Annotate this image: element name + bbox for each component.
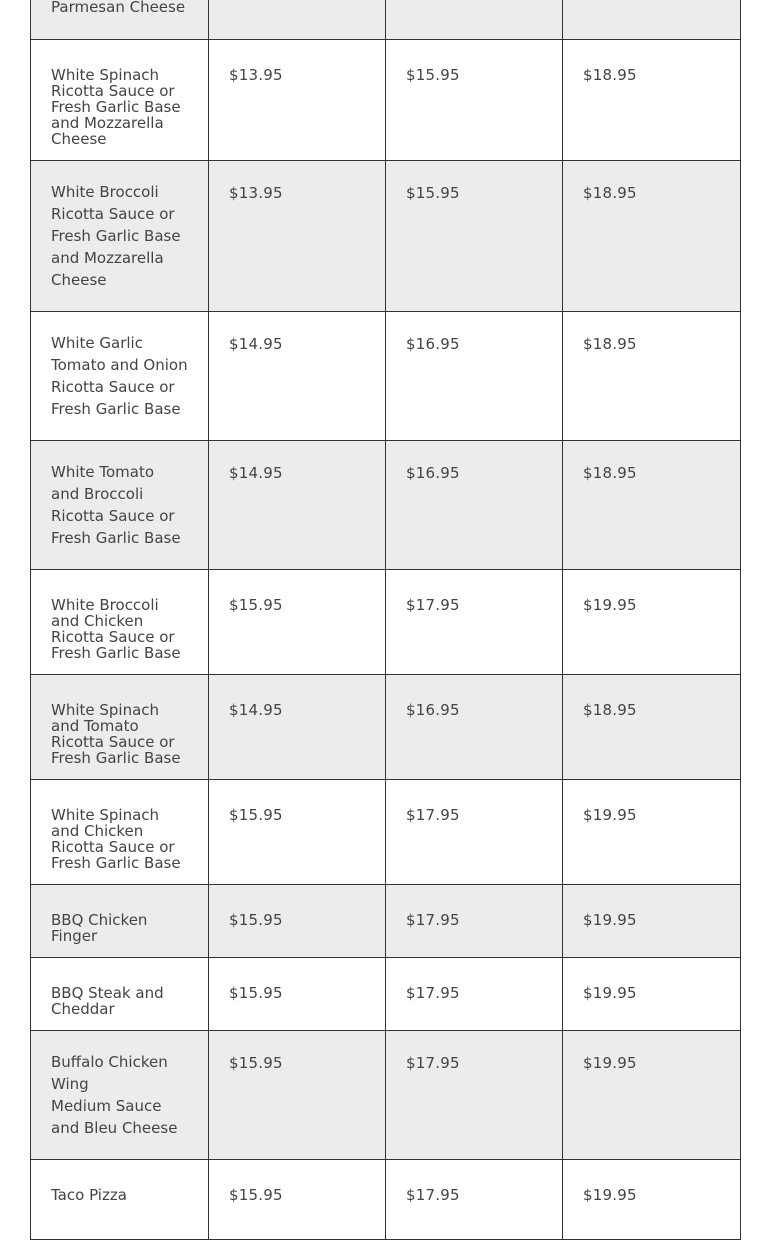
item-name-line: Ricotta Sauce or — [51, 378, 175, 396]
item-name-line: White Broccoli — [51, 183, 159, 201]
table-row — [31, 161, 741, 312]
price-medium: $17.95 — [386, 958, 563, 1031]
item-name-line: Ricotta Sauce or — [51, 838, 175, 856]
item-name-line: Ricotta Sauce or — [51, 507, 175, 525]
item-name-line: White Spinach — [51, 701, 160, 719]
item-name-line: White Tomato — [51, 463, 155, 481]
item-name-cell — [31, 675, 209, 780]
item-name-line: and Bleu Cheese — [51, 1119, 178, 1137]
price-large — [563, 0, 741, 40]
item-name-line: Cheese — [51, 130, 107, 148]
item-name-line: Tomato and Onion — [51, 356, 188, 374]
table-row — [31, 1031, 741, 1160]
table-row — [31, 885, 741, 958]
item-name-line: Fresh Garlic Base — [51, 227, 181, 245]
item-name-line: White Broccoli — [51, 596, 159, 614]
price-medium: $16.95 — [386, 675, 563, 780]
item-name-line: BBQ Chicken — [51, 911, 148, 929]
item-name-line: White Garlic — [51, 334, 143, 352]
table-row — [31, 40, 741, 161]
item-name-cell — [31, 885, 209, 958]
item-name-line: Ricotta Sauce or — [51, 733, 175, 751]
price-medium: $17.95 — [386, 1160, 563, 1240]
item-name-line: Fresh Garlic Base — [51, 400, 181, 418]
table-row — [31, 958, 741, 1031]
price-small: $15.95 — [209, 780, 386, 885]
price-small: $15.95 — [209, 570, 386, 675]
item-name-line: and Mozzarella — [51, 114, 164, 132]
table-row — [31, 675, 741, 780]
item-name-line: Fresh Garlic Base — [51, 854, 181, 872]
item-name-cell — [31, 40, 209, 161]
price-medium: $17.95 — [386, 570, 563, 675]
item-name-line: Wing — [51, 1075, 89, 1093]
table-row — [31, 0, 741, 40]
price-large: $19.95 — [563, 1031, 741, 1160]
price-small: $15.95 — [209, 958, 386, 1031]
item-name-line: Ricotta Sauce or — [51, 82, 175, 100]
price-small: $13.95 — [209, 40, 386, 161]
item-name-cell — [31, 441, 209, 570]
price-large: $18.95 — [563, 675, 741, 780]
item-name-cell — [31, 958, 209, 1031]
item-name-line: Taco Pizza — [51, 1186, 127, 1204]
price-medium: $16.95 — [386, 312, 563, 441]
item-name-cell — [31, 312, 209, 441]
item-name-line: Medium Sauce — [51, 1097, 162, 1115]
item-name-cell — [31, 780, 209, 885]
item-name-line: and Tomato — [51, 717, 139, 735]
item-name-cell — [31, 161, 209, 312]
price-small: $14.95 — [209, 675, 386, 780]
item-name-line: Ricotta Sauce or — [51, 205, 175, 223]
item-name-line: Fresh Garlic Base — [51, 529, 181, 547]
price-small: $15.95 — [209, 1160, 386, 1240]
item-name-cell — [31, 1031, 209, 1160]
price-large: $19.95 — [563, 1160, 741, 1240]
price-large: $18.95 — [563, 312, 741, 441]
price-medium: $17.95 — [386, 1031, 563, 1160]
item-name-line: Parmesan Cheese — [51, 0, 186, 16]
item-name-line: White Spinach — [51, 66, 160, 84]
item-name-line: Buffalo Chicken — [51, 1053, 168, 1071]
price-small: $15.95 — [209, 1031, 386, 1160]
price-medium: $16.95 — [386, 441, 563, 570]
price-large: $18.95 — [563, 161, 741, 312]
item-name-line: and Mozzarella — [51, 249, 164, 267]
item-name-line: Finger — [51, 927, 98, 945]
price-large: $19.95 — [563, 570, 741, 675]
item-name-cell — [31, 1160, 209, 1240]
price-small: $13.95 — [209, 161, 386, 312]
price-large: $19.95 — [563, 780, 741, 885]
table-row — [31, 570, 741, 675]
price-small: $14.95 — [209, 312, 386, 441]
item-name-line: Fresh Garlic Base — [51, 749, 181, 767]
item-name-line: Ricotta Sauce or — [51, 628, 175, 646]
item-name-line: Fresh Garlic Base — [51, 98, 181, 116]
price-small: $14.95 — [209, 441, 386, 570]
table-row — [31, 1160, 741, 1240]
item-name-line: Cheddar — [51, 1000, 115, 1018]
price-large: $18.95 — [563, 40, 741, 161]
price-large: $19.95 — [563, 958, 741, 1031]
price-medium: $15.95 — [386, 40, 563, 161]
item-name-line: BBQ Steak and — [51, 984, 164, 1002]
price-small: $15.95 — [209, 885, 386, 958]
price-medium: $17.95 — [386, 780, 563, 885]
item-name-line: White Spinach — [51, 806, 160, 824]
table-row — [31, 441, 741, 570]
price-medium — [386, 0, 563, 40]
price-large: $18.95 — [563, 441, 741, 570]
price-small — [209, 0, 386, 40]
item-name-line: Cheese — [51, 271, 107, 289]
price-medium: $15.95 — [386, 161, 563, 312]
item-name-line: and Chicken — [51, 612, 144, 630]
menu-price-table — [30, 0, 741, 1240]
item-name-cell — [31, 570, 209, 675]
item-name-cell — [31, 0, 209, 40]
item-name-line: and Chicken — [51, 822, 144, 840]
item-name-line: Fresh Garlic Base — [51, 644, 181, 662]
item-name-line: and Broccoli — [51, 485, 144, 503]
table-row — [31, 780, 741, 885]
price-medium: $17.95 — [386, 885, 563, 958]
table-row — [31, 312, 741, 441]
price-large: $19.95 — [563, 885, 741, 958]
